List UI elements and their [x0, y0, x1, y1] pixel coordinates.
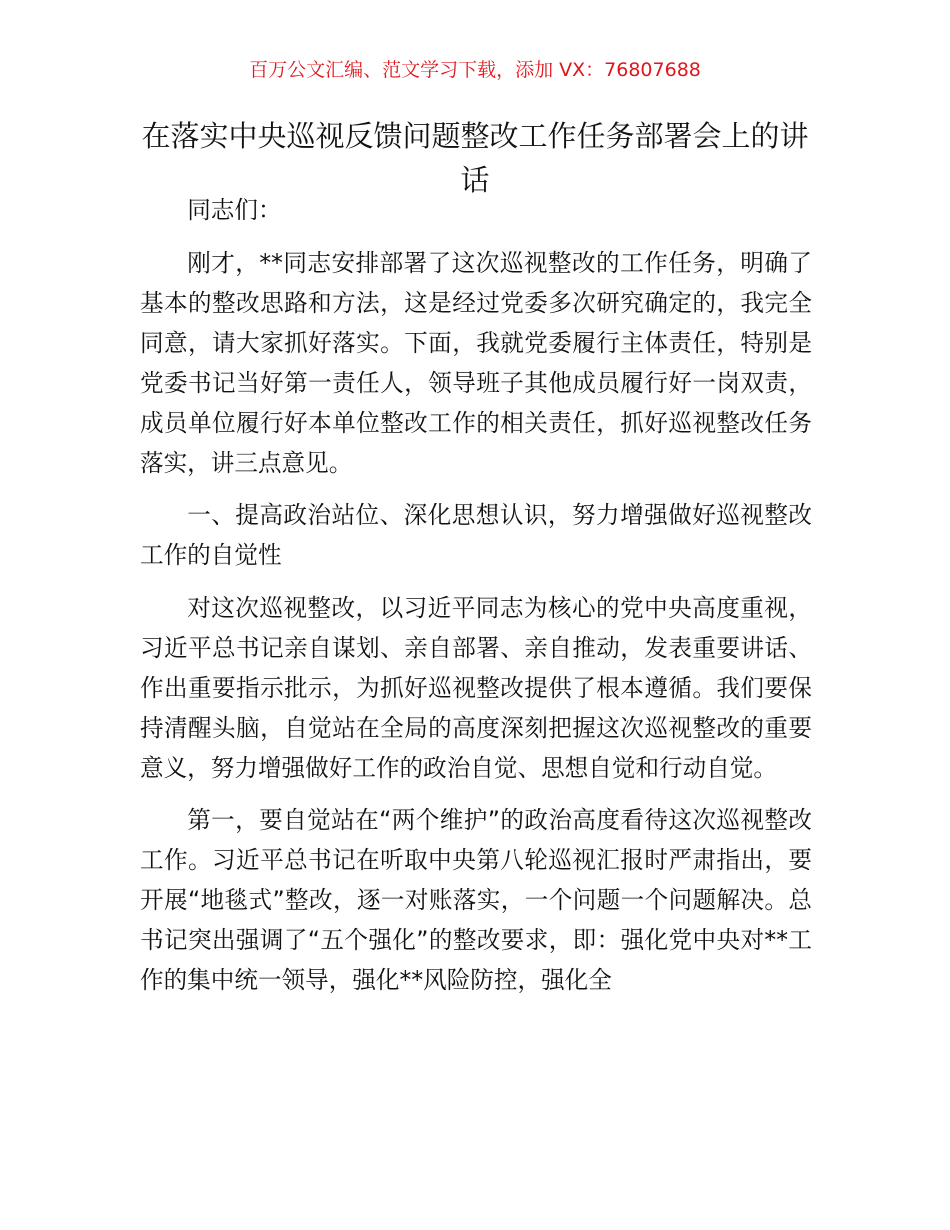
document-title: 在落实中央巡视反馈问题整改工作任务部署会上的讲话 — [141, 119, 809, 197]
paragraph-intro: 刚才，**同志安排部署了这次巡视整改的工作任务，明确了基本的整改思路和方法，这是经过党委多次研究确定的，我完全同意，请大家抓好落实。下面，我就党委履行主体责任，特别是党委书记当好第一责任人，领导班子其他成员履行好一岗双责，成员单位履行好本单位整改工作的相关责任，抓好巡视整改任务落实，讲三点意见。 — [140, 248, 812, 477]
section-heading-1: 一、提高政治站位、深化思想认识，努力增强做好巡视整改工作的自觉性 — [140, 501, 812, 569]
salutation: 同志们： — [187, 196, 282, 224]
paragraph-section-1: 对这次巡视整改，以习近平同志为核心的党中央高度重视，习近平总书记亲自谋划、亲自部署、亲自推动，发表重要讲话、作出重要指示批示，为抓好巡视整改提供了根本遵循。我们要保持清醒头脑，自觉站在全局的高度深刻把握这次巡视整改的重要意义，努力增强做好工作的政治自觉、思想自觉和行动自觉。 — [140, 593, 812, 782]
document-body — [140, 190, 812, 1000]
paragraph-point-1: 第一，要自觉站在“两个维护”的政治高度看待这次巡视整改工作。习近平总书记在听取中央第八轮巡视汇报时严肃指出，要开展“地毯式”整改，逐一对账落实，一个问题一个问题解决。总书记突出强调了“五个强化”的整改要求，即：强化党中央对**工作的集中统一领导，强化**风险防控，强化全 — [140, 806, 812, 994]
watermark-header: 百万公文汇编、范文学习下载，添加 VX：76807688 — [249, 59, 701, 81]
